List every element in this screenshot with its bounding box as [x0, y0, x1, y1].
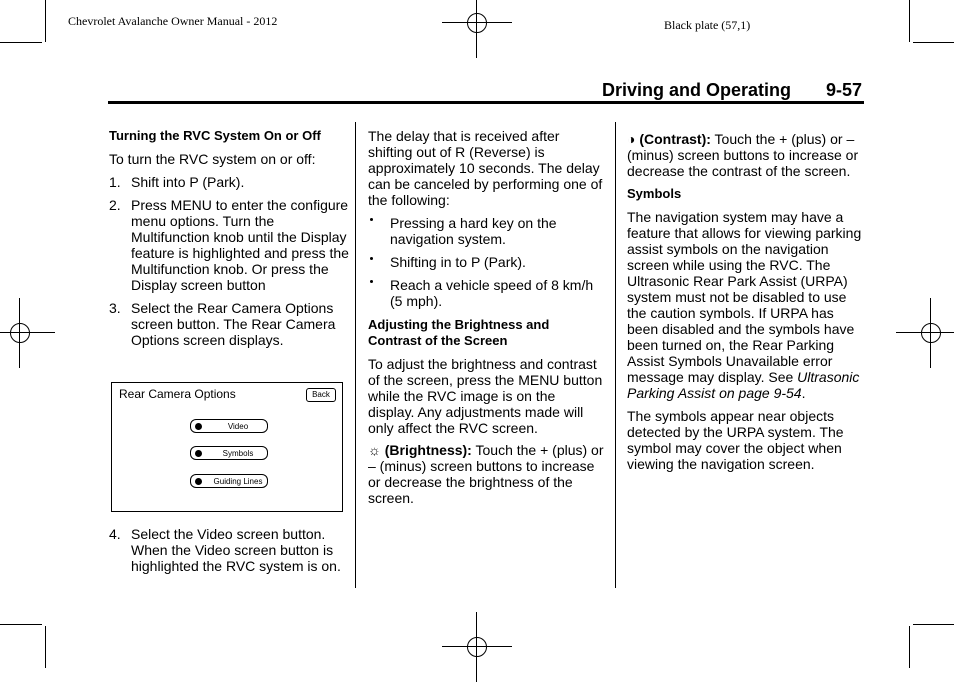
radio-icon	[195, 450, 202, 457]
step-text: Press MENU to enter the configure menu options. Turn the Multifunction knob until the Display feature is highlighted and press the Multifunction knob. Or press the Display screen button	[131, 197, 349, 293]
rear-camera-options-screen	[111, 382, 343, 512]
crop-mark	[0, 42, 42, 43]
guiding-lines-option	[190, 474, 268, 488]
brightness-icon: ☼	[368, 442, 381, 458]
step-number: 3.	[109, 300, 121, 316]
registration-mark-bottom	[442, 612, 512, 682]
contrast-paragraph	[627, 131, 865, 179]
step-4	[109, 526, 349, 574]
bullet-text: Reach a vehicle speed of 8 km/h (5 mph).	[390, 277, 594, 309]
symbols-paragraph-2: The symbols appear near objects detected by the URPA system. The symbol may cover the object when viewing the navigation screen.	[627, 408, 844, 472]
column-1-continued	[109, 526, 349, 574]
symbols-option	[190, 446, 268, 460]
bullet-item	[368, 277, 604, 309]
crop-mark	[0, 624, 42, 625]
adjust-paragraph: To adjust the brightness and contrast of the screen, press the MENU button while the RVC image is on the display. Any adjustments made will only affect the RVC screen.	[368, 356, 603, 436]
column-1	[109, 128, 349, 348]
plate-label: Black plate (57,1)	[664, 18, 751, 32]
symbols-heading: Symbols	[627, 186, 682, 201]
brightness-paragraph	[368, 442, 604, 506]
column-divider	[355, 122, 356, 588]
contrast-label: (Contrast):	[639, 131, 711, 147]
page-number: 9-57	[826, 80, 863, 100]
delay-paragraph: The delay that is received after shifting out of R (Reverse) is approximately 10 seconds. The delay can be canceled by performing one of the following:	[368, 128, 603, 208]
step-number: 1.	[109, 174, 121, 190]
crop-mark	[45, 0, 46, 42]
rvc-intro: To turn the RVC system on or off:	[109, 151, 316, 167]
column-divider	[615, 122, 616, 588]
option-label: Video	[227, 422, 249, 431]
registration-mark-top	[442, 0, 512, 58]
header-rule	[108, 101, 864, 104]
contrast-icon: ◑	[627, 131, 636, 147]
brightness-contrast-heading: Adjusting the Brightness and Contrast of the Screen	[368, 317, 550, 348]
crop-mark	[45, 626, 46, 668]
screen-title: Rear Camera Options	[119, 387, 236, 401]
step-2	[109, 197, 349, 293]
crop-mark	[909, 626, 910, 668]
period: .	[801, 385, 806, 401]
brightness-text: Touch the + (plus) or – (minus) screen buttons to increase or decrease the brightness of the screen.	[368, 442, 604, 506]
crop-mark	[913, 624, 954, 625]
crop-mark	[909, 0, 910, 42]
option-label: Symbols	[222, 449, 254, 458]
radio-icon	[195, 423, 202, 430]
brightness-label: (Brightness):	[384, 442, 472, 458]
step-text: Shift into P (Park).	[131, 174, 245, 190]
registration-mark-left	[0, 298, 55, 368]
option-label: Guiding Lines	[213, 477, 263, 486]
step-3	[109, 300, 349, 348]
back-button: Back	[306, 388, 336, 402]
step-number: 2.	[109, 197, 121, 213]
bullet-text: Shifting in to P (Park).	[390, 254, 526, 270]
bullet-icon	[368, 277, 390, 309]
manual-title: Chevrolet Avalanche Owner Manual - 2012	[68, 14, 278, 28]
symbols-text: The navigation system may have a feature that allows for viewing parking assist symbols on the navigation screen while using the RVC. The Ultrasonic Rear Park Assist (URPA) system must not be disabled to use the caution symbols. If URPA has been disabled and the symbols have been turned on, the Rear Parking Assist Symbols Unavailable error message may display. See	[627, 209, 862, 385]
step-number: 4.	[109, 526, 121, 542]
column-2	[368, 128, 604, 506]
registration-mark-right	[896, 298, 954, 368]
radio-icon	[195, 478, 202, 485]
step-1	[109, 174, 349, 190]
bullet-icon	[368, 215, 390, 247]
section-title: Driving and Operating	[602, 80, 792, 100]
bullet-icon	[368, 254, 390, 270]
crop-mark	[913, 42, 954, 43]
bullet-item	[368, 254, 604, 270]
contrast-text: Touch the + (plus) or – (minus) screen buttons to increase or decrease the contrast of the screen.	[627, 131, 859, 179]
symbols-paragraph	[627, 209, 865, 401]
video-option	[190, 419, 268, 433]
rvc-heading: Turning the RVC System On or Off	[109, 128, 321, 143]
bullet-text: Pressing a hard key on the navigation system.	[390, 215, 557, 247]
step-text: Select the Rear Camera Options screen button. The Rear Camera Options screen displays.	[131, 300, 336, 348]
column-3	[627, 131, 865, 472]
step-text: Select the Video screen button. When the Video screen button is highlighted the RVC system is on.	[131, 526, 341, 574]
cross-reference-link: Ultrasonic Parking Assist on page 9-54	[627, 369, 860, 401]
bullet-item	[368, 215, 604, 247]
